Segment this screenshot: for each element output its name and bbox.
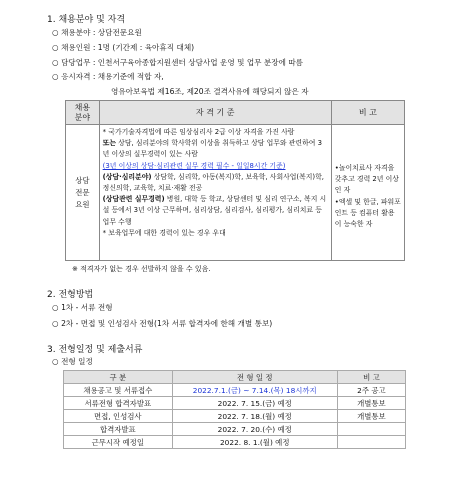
schedule-date: 2022. 8. 1.(월) 예정 (172, 436, 337, 449)
criteria-degree (103, 138, 328, 160)
criteria-license: * 국가기술자격법에 따른 임상심리사 2급 이상 자격을 가진 사람 (102, 128, 295, 136)
schedule-header-note: 비 고 (337, 371, 405, 384)
schedule-date: 2022. 7. 20.(수) 예정 (172, 423, 337, 436)
schedule-note: 개별통보 (337, 397, 405, 410)
field-cell: 상담 전문 요원 (66, 125, 100, 261)
schedule-note (337, 436, 405, 449)
criteria-experience-note: (3년 이상의 상담·심리관련 실무 경력 필수 - 일일8시간 기준) (102, 161, 286, 170)
schedule-category: 면접, 인성검사 (64, 410, 173, 423)
criteria-majors-text: 상담학, 심리학, 아동(복지)학, 보육학, 사회사업(복지)학, 정신의학, 교육학, 치료·재활 전공 (102, 172, 324, 193)
criteria-career-label: (상담관련 실무경력) (102, 195, 165, 204)
duty-item (52, 57, 303, 68)
criteria-preference: * 보육업무에 대한 경력이 있는 경우 우대 (102, 228, 226, 237)
schedule-category: 합격자발표 (64, 423, 173, 436)
schedule-subheading (52, 356, 93, 367)
note-play-therapist: •놀이치료사 자격을 갖추고 경력 2년 이상인 자 (334, 164, 399, 195)
criteria-content (100, 125, 331, 241)
qualification-table (65, 100, 405, 261)
note-cell (331, 125, 404, 261)
bullet-circle: ○ (52, 58, 59, 67)
schedule-header-category: 구 분 (64, 371, 173, 384)
criteria-career (103, 194, 328, 228)
criteria-cell (99, 125, 331, 261)
schedule-header-date: 전 형 일 정 (172, 371, 337, 384)
eligibility-text: 응시자격 : 채용기준에 적합 자, (61, 72, 164, 81)
bullet-circle: ○ (52, 357, 59, 366)
recruit-field-text: 채용분야 : 상담전문요원 (61, 28, 142, 37)
schedule-note: 2주 공고 (337, 384, 405, 397)
table-row (64, 384, 406, 397)
screening-step-1 (52, 302, 113, 313)
criteria-degree-text: 상담, 심리분야의 학사학위 이상을 취득하고 상담 업무와 관련하여 3년 이상의 실무경력이 있는 사람 (102, 139, 322, 159)
headcount-item (52, 42, 194, 53)
schedule-subheading-text: 전형 일정 (61, 357, 93, 366)
schedule-date: 2022.7.1.(금) ~ 7.14.(목) 18시까지 (172, 384, 337, 397)
schedule-category: 근무시작 예정일 (64, 436, 173, 449)
eligibility-item (52, 71, 164, 82)
bullet-circle: ○ (52, 72, 59, 81)
table-row (64, 423, 406, 436)
schedule-note (337, 423, 405, 436)
eligibility-indent-line: 영유아보육법 제16조, 제20조 결격사유에 해당되지 않은 자 (111, 87, 309, 96)
schedule-note: 개별통보 (337, 410, 405, 423)
headcount-text: 채용인원 : 1명 (기간제 : 육아휴직 대체) (61, 43, 195, 52)
screening-step-2-text: 2차 - 면접 및 인성검사 전형(1차 서류 합격자에 한해 개별 통보) (61, 319, 273, 328)
schedule-date: 2022. 7. 15.(금) 예정 (172, 397, 337, 410)
bullet-circle: ○ (52, 28, 59, 37)
schedule-category: 서류전형 합격자발표 (64, 397, 173, 410)
schedule-category: 채용공고 및 서류접수 (64, 384, 173, 397)
note-computer-skills: •엑셀 및 한글, 파워포인트 등 컴퓨터 활용이 능숙한 자 (334, 197, 401, 229)
schedule-date: 2022. 7. 18.(월) 예정 (172, 410, 337, 423)
criteria-or: 또는 (102, 139, 116, 148)
screening-step-1-text: 1차 - 서류 전형 (61, 303, 113, 312)
footnote: ※ 적격자가 없는 경우 선발하지 않을 수 있음. (72, 265, 211, 273)
header-note: 비 고 (331, 101, 404, 125)
recruit-field-item (52, 27, 142, 38)
schedule-table (63, 370, 406, 449)
section3-title: 3. 전형일정 및 제출서류 (47, 345, 143, 355)
header-field: 채용 분야 (66, 101, 100, 125)
table-row (64, 410, 406, 423)
note-content (332, 125, 404, 232)
criteria-majors-label: (상담·심리분야) (102, 172, 152, 181)
screening-step-2 (52, 318, 272, 329)
bullet-circle: ○ (52, 303, 59, 312)
table-row (64, 397, 406, 410)
criteria-majors (103, 172, 328, 194)
section1-title: 1. 채용분야 및 자격 (47, 15, 126, 25)
header-criteria: 자 격 기 준 (99, 101, 331, 125)
criteria-career-text: 병원, 대학 등 학교, 상담센터 및 심리 연구소, 복지 시설 등에서 3년 이상 근무하며, 심리상담, 심리검사, 심리평가, 심리치료 등 업무 수행 (102, 195, 327, 226)
bullet-circle: ○ (52, 43, 59, 52)
duty-text: 담당업무 : 인천서구육아종합지원센터 상담사업 운영 및 업무 분장에 따름 (61, 58, 303, 67)
table-row (64, 436, 406, 449)
section2-title: 2. 전형방법 (47, 290, 94, 300)
bullet-circle: ○ (52, 319, 59, 328)
